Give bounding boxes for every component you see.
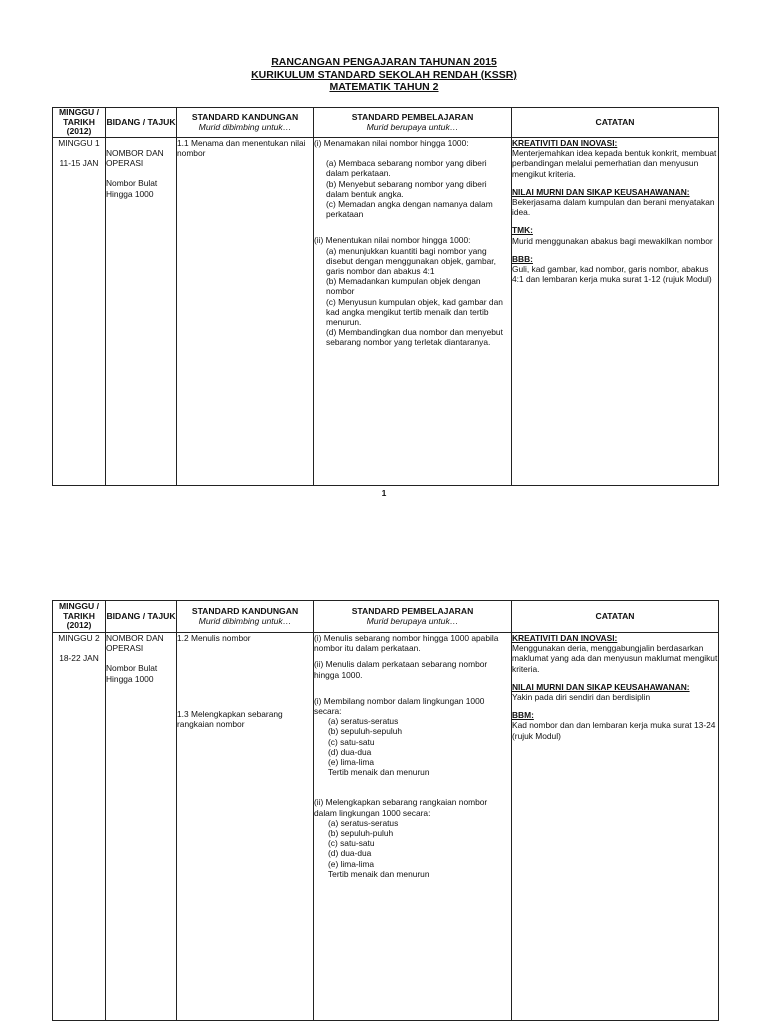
col-bidang: BIDANG / TAJUK xyxy=(106,108,177,138)
notes-text-values: Bekerjasama dalam kumpulan dan berani menyatakan idea. xyxy=(512,197,715,218)
notes-heading-bbm: BBM: xyxy=(512,710,534,721)
date-range: 11-15 JAN xyxy=(59,158,99,169)
content-standard-1-3: 1.3 Melengkapkan sebarang rangkaian nombor xyxy=(177,709,283,730)
list-item: (e) lima-lima xyxy=(328,757,375,768)
content-standard-1-1: 1.1 Menama dan menentukan nilai nombor xyxy=(177,138,306,159)
order-note: Tertib menaik dan menurun xyxy=(328,767,430,778)
ls-i: (i) Menamakan nilai nombor hingga 1000: xyxy=(314,138,469,148)
title-line-3: MATEMATIK TAHUN 2 xyxy=(329,81,439,93)
notes-heading-values: NILAI MURNI DAN SIKAP KEUSAHAWANAN: xyxy=(512,186,690,197)
table-header-row xyxy=(53,601,719,633)
list-item: (b) sepuluh-puluh xyxy=(328,828,394,839)
document-title xyxy=(0,56,768,94)
ls-ii-c: (c) Menyusun kumpulan objek, kad gambar dan kad angka mengikut tertib menaik dan tertib menurun. xyxy=(326,296,503,328)
col-standard-kandungan: STANDARD KANDUNGAN Murid dibimbing untuk… xyxy=(177,108,314,138)
col-minggu: MINGGU / TARIKH (2012) xyxy=(53,601,106,633)
notes-text-bbm: Kad nombor dan dan lembaran kerja muka surat 13-24 (rujuk Modul) xyxy=(512,720,716,741)
col-catatan: CATATAN xyxy=(512,601,719,633)
table-row xyxy=(53,633,719,1021)
notes-heading-tmk: TMK: xyxy=(512,225,533,236)
order-note: Tertib menaik dan menurun xyxy=(328,868,430,879)
date-range: 18-22 JAN xyxy=(59,653,99,664)
list-item: (b) sepuluh-sepuluh xyxy=(328,726,403,737)
ls-ii-b: (b) Memadankan kumpulan objek dengan nombor xyxy=(326,276,481,297)
topic-cell xyxy=(106,138,177,486)
plan-table-week-2 xyxy=(52,600,719,1021)
notes-cell xyxy=(512,633,719,1021)
ls-ii-a: (a) menunjukkan kuantiti bagi nombor yang disebut dengan menggunakan objek, gambar, garis nombor dan abakus 4:1 xyxy=(326,245,496,277)
ls-i: (i) Menulis sebarang nombor hingga 1000 apabila nombor itu dalam perkataan. xyxy=(314,633,499,654)
notes-heading-bbb: BBB: xyxy=(512,253,533,264)
title-line-1: RANCANGAN PENGAJARAN TAHUNAN 2015 xyxy=(271,56,497,68)
ls-ii: (ii) Menulis dalam perkataan sebarang nombor hingga 1000. xyxy=(314,659,488,680)
list-item: (e) lima-lima xyxy=(328,858,375,869)
ls-i-b: (b) Menyebut sebarang nombor yang diberi dalam bentuk angka. xyxy=(326,178,487,199)
content-standard-cell xyxy=(177,138,314,486)
topic-title: Nombor Bulat Hingga 1000 xyxy=(106,663,158,684)
ls-i-a: (a) Membaca sebarang nombor yang diberi dalam perkataan. xyxy=(326,158,487,179)
content-standard-1-2: 1.2 Menulis nombor xyxy=(177,633,251,643)
col-standard-kandungan: STANDARD KANDUNGAN Murid dibimbing untuk… xyxy=(177,601,314,633)
table-row xyxy=(53,138,719,486)
week-label: MINGGU 1 xyxy=(58,138,100,148)
col-bidang: BIDANG / TAJUK xyxy=(106,601,177,633)
col-catatan: CATATAN xyxy=(512,108,719,138)
learning-standard-cell xyxy=(314,633,512,1021)
notes-heading-creativity: KREATIVITI DAN INOVASI: xyxy=(512,633,618,643)
list-item: (c) satu-satu xyxy=(328,736,375,747)
week-cell xyxy=(53,633,106,1021)
notes-text-creativity: Menggunakan deria, menggabungjalin berdasarkan maklumat yang ada dan menyusun maklumat mengikut kriteria. xyxy=(512,643,718,674)
ls-i-c: (c) Memadan angka dengan namanya dalam perkataan xyxy=(326,199,493,220)
notes-heading-values: NILAI MURNI DAN SIKAP KEUSAHAWANAN: xyxy=(512,681,690,692)
notes-cell xyxy=(512,138,719,486)
notes-text-bbb: Guli, kad gambar, kad nombor, garis nombor, abakus 4:1 dan lembaran kerja muka surat 1-12 (rujuk Modul) xyxy=(512,264,712,285)
ls-i-count: (i) Membilang nombor dalam lingkungan 1000 secara: xyxy=(314,695,485,717)
topic-area: NOMBOR DAN OPERASI xyxy=(106,633,164,654)
ls-ii-d: (d) Membandingkan dua nombor dan menyebut sebarang nombor yang terletak diantaranya. xyxy=(326,327,503,348)
notes-text-values: Yakin pada diri sendiri dan berdisiplin xyxy=(512,692,651,703)
week-label: MINGGU 2 xyxy=(58,633,100,643)
col-standard-pembelajaran: STANDARD PEMBELAJARAN Murid berupaya untuk… xyxy=(314,108,512,138)
page-number: 1 xyxy=(381,488,387,498)
notes-text-tmk: Murid menggunakan abakus bagi mewakilkan nombor xyxy=(512,235,713,246)
list-item: (d) dua-dua xyxy=(328,746,372,757)
notes-heading-creativity: KREATIVITI DAN INOVASI: xyxy=(512,138,618,148)
list-item: (a) seratus-seratus xyxy=(328,716,399,727)
col-minggu: MINGGU / TARIKH (2012) xyxy=(53,108,106,138)
notes-text-creativity: Menterjemahkan idea kepada bentuk konkrit, membuat perbandingan melalui pemerhatian dan menyusun mengikut kriteria. xyxy=(512,148,717,179)
col-standard-pembelajaran: STANDARD PEMBELAJARAN Murid berupaya untuk… xyxy=(314,601,512,633)
topic-area: NOMBOR DAN OPERASI xyxy=(106,148,164,169)
list-item: (c) satu-satu xyxy=(328,838,375,849)
plan-table-week-1 xyxy=(52,107,719,486)
topic-title: Nombor Bulat Hingga 1000 xyxy=(106,178,158,199)
ls-ii-complete: (ii) Melengkapkan sebarang rangkaian nombor dalam lingkungan 1000 secara: xyxy=(314,797,488,818)
list-item: (d) dua-dua xyxy=(328,848,372,859)
content-standard-cell xyxy=(177,633,314,1021)
list-item: (a) seratus-seratus xyxy=(328,817,399,828)
learning-standard-cell xyxy=(314,138,512,486)
week-cell xyxy=(53,138,106,486)
title-line-2: KURIKULUM STANDARD SEKOLAH RENDAH (KSSR) xyxy=(251,68,517,81)
ls-ii: (ii) Menentukan nilai nombor hingga 1000: xyxy=(314,235,471,246)
table-header-row xyxy=(53,108,719,138)
topic-cell xyxy=(106,633,177,1021)
